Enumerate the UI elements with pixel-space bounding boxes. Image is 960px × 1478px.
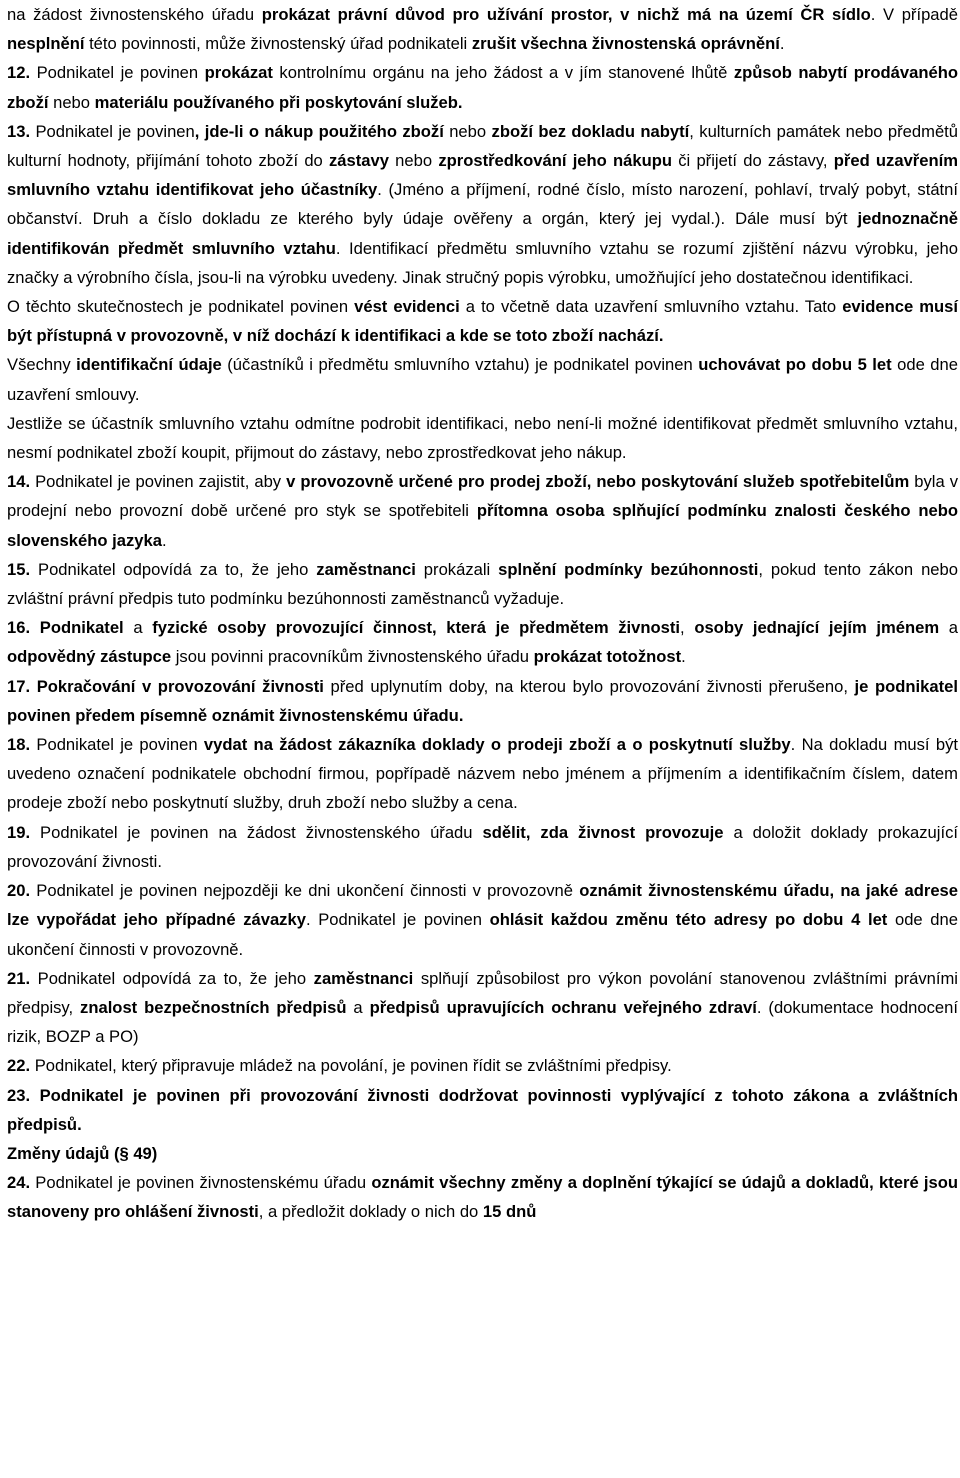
bold-text-run: 15 dnů [482,1202,537,1222]
bold-text-run: 18. [7,735,31,755]
paragraph-17 [7,672,958,730]
bold-text-run: 17. [7,676,31,696]
bold-text-run: zboží bez dokladu nabytí [491,121,690,141]
text-run: Podnikatel je povinen zajistit, aby [30,472,287,492]
text-run: Jestliže se účastník smluvního vztahu odmítne podrobit identifikaci, nebo není-li možné identifikovat předmět smluvního vztahu, nesmí podnikatel zboží koupit, přijmout do zástavy, nebo zprostředkovat jeho nákup. [7,413,958,463]
text-run: Všechny [7,355,77,375]
text-run: , [680,618,695,638]
bold-text-run: uchovávat po dobu 5 let [698,355,892,375]
bold-text-run: evidence musí být přístupná v provozovně, v níž dochází k identifikaci a kde se toto zboží nachází. [7,297,958,346]
bold-text-run: jednoznačně identifikován předmět smluvního vztahu [7,209,958,258]
bold-text-run: předpisů upravujících ochranu veřejného zdraví [369,997,757,1017]
paragraph-13 [7,117,958,292]
bold-text-run: 16. [7,618,31,638]
text-run: byla v prodejní nebo provozní době určené pro styk se spotřebiteli [7,472,958,521]
bold-text-run: 24. [7,1173,31,1193]
text-run: této povinnosti, může živnostenský úřad podnikateli [84,34,472,54]
bold-text-run: Podnikatel je povinen při provozování živnosti dodržovat povinnosti vyplývající z tohoto zákona a zvláštních předpisů. [7,1085,958,1134]
bold-text-run: prokázat právní důvod pro užívání prostor, v nichž má na území ČR sídlo [261,5,871,24]
text-run: Podnikatel, který připravuje mládež na povolání, je povinen řídit se zvláštními předpisy. [30,1056,672,1076]
text-run: Podnikatel je povinen na žádost živnostenského úřadu [30,822,483,842]
bold-text-run: 22. [7,1056,31,1076]
text-run: Podnikatel je povinen nejpozději ke dni ukončení činnosti v provozovně [30,881,580,901]
bold-text-run: nesplnění [7,34,85,54]
bold-text-run: 21. [7,968,31,988]
text-run: či přijetí do zástavy, [672,151,834,171]
bold-text-run: splnění podmínky bezúhonnosti [498,559,759,579]
bold-text-run: je podnikatel povinen předem písemně oznámit živnostenskému úřadu. [7,676,958,725]
bold-text-run: odpovědný zástupce [7,647,172,667]
text-run: Podnikatel odpovídá za to, že jeho [30,968,314,988]
paragraph-18 [7,730,958,818]
bold-text-run: 12. [7,63,31,83]
bold-text-run: 23. [7,1085,31,1105]
text-run: jsou povinni pracovníkům živnostenského úřadu [171,647,534,667]
paragraph-12 [7,58,958,116]
text-run: nebo [48,92,95,112]
text-run [30,618,40,637]
bold-text-run: Podnikatel [39,618,124,638]
bold-text-run: před uzavřením smluvního vztahu identifikovat jeho účastníky [7,151,958,200]
bold-text-run: 14. [7,472,31,492]
bold-text-run: Pokračování v provozování živnosti [36,676,324,696]
bold-text-run: zástavy [329,151,389,171]
text-run: splňují způsobilost pro výkon povolání stanovenou zvláštními právními předpisy, [7,968,958,1017]
bold-text-run: v provozovně určené pro prodej zboží, nebo poskytování služeb spotřebitelům [286,472,910,492]
bold-text-run: znalost bezpečnostních předpisů [80,997,347,1017]
text-run: O těchto skutečnostech je podnikatel povinen [7,297,355,317]
bold-text-run: 19. [7,822,31,842]
text-run: ode dne ukončení činnosti v provozovně. [7,910,958,959]
bold-text-run: zrušit všechna živnostenská oprávnění [471,34,780,54]
text-run: . [779,34,785,54]
paragraph-22 [7,1051,958,1080]
bold-text-run: prokázat totožnost [533,647,682,667]
paragraph-13-evidence [7,292,958,350]
text-run: Podnikatel je povinen živnostenskému úřadu [30,1173,372,1193]
bold-text-run: zaměstnanci [313,968,414,988]
bold-text-run: , jde-li o nákup použitého zboží [194,121,444,141]
text-run: Podnikatel je povinen [30,121,195,141]
paragraph-24 [7,1168,958,1226]
text-run [30,677,37,696]
paragraph-19 [7,818,958,876]
bold-text-run: materiálu používaného při poskytování služeb. [94,92,463,112]
bold-text-run: oznámit živnostenskému úřadu, na jaké adrese lze vypořádat jeho případné závazky [7,881,959,930]
paragraph-intro [7,0,958,58]
text-run: (účastníků i předmětu smluvního vztahu) je podnikatel povinen [221,355,699,375]
bold-text-run: přítomna osoba splňující podmínku znalosti českého nebo slovenského jazyka [7,501,958,550]
bold-text-run: sdělit, zda živnost provozuje [482,822,724,842]
paragraph-16 [7,613,958,671]
text-run: . (Jméno a příjmení, rodné číslo, místo narození, pohlaví, trvalý pobyt, státní občanství. Druh a číslo dokladu ze kterého byly údaje ověřeny a orgán, který jej vydal.). Dále musí být [7,180,958,229]
bold-text-run: osoby jednající jejím jménem [694,618,940,638]
bold-text-run: fyzické osoby provozující činnost, která je předmětem živnosti [152,618,681,638]
text-run: prokázali [415,559,499,579]
bold-text-run: Změny údajů (§ 49) [7,1143,158,1163]
text-run: ode dne uzavření smlouvy. [7,355,958,404]
text-run: . [161,530,167,550]
text-run: , a předložit doklady o nich do [258,1202,483,1222]
paragraph-13-uchovavat [7,350,958,408]
bold-text-run: zaměstnanci [316,559,416,579]
bold-text-run: 13. [7,121,31,141]
bold-text-run: vydat na žádost zákazníka doklady o prodeji zboží a o poskytnutí služby [203,735,791,755]
text-run: . (dokumentace hodnocení rizik, BOZP a PO) [7,997,958,1047]
text-run: . Podnikatel je povinen [305,910,490,930]
text-run: a [346,997,370,1017]
paragraph-21 [7,964,958,1052]
text-run: Podnikatel je povinen [30,63,205,83]
text-run: před uplynutím doby, na kterou bylo provozování živnosti přerušeno, [323,676,855,696]
bold-text-run: vést evidenci [354,297,460,317]
paragraph-heading-zmeny [7,1139,958,1168]
bold-text-run: 20. [7,881,31,901]
text-run: na žádost živnostenského úřadu [7,5,262,24]
paragraph-20 [7,876,958,964]
text-run: nebo [388,151,439,171]
document-page [7,0,958,1227]
paragraph-13-odmitne [7,409,958,467]
bold-text-run: oznámit všechny změny a doplnění týkající se údajů a dokladů, které jsou stanoveny pro ohlášení živnosti [7,1173,958,1222]
text-run: a [123,618,153,638]
bold-text-run: ohlásit každou změnu této adresy po dobu 4 let [489,910,888,930]
paragraph-23 [7,1081,958,1139]
text-run: nebo [443,121,492,141]
text-run: a to včetně data uzavření smluvního vztahu. Tato [459,297,843,317]
bold-text-run: zprostředkování jeho nákupu [438,151,673,171]
text-run: Podnikatel odpovídá za to, že jeho [30,559,317,579]
text-run: . [681,647,686,667]
text-run: , kulturních památek nebo předmětů kulturní hodnoty, přijímání tohoto zboží do [7,121,959,171]
text-run [30,1086,40,1105]
bold-text-run: identifikační údaje [76,355,222,375]
text-run: . Identifikací předmětu smluvního vztahu se rozumí zjištění názvu výrobku, jeho značky a výrobního čísla, jsou-li na výrobku uvedeny. Jinak stručný popis výrobku, umožňující jeho dostatečnou identifikaci. [7,238,958,287]
text-run: a [939,618,959,638]
text-run: kontrolnímu orgánu na jeho žádost a v jím stanovené lhůtě [272,63,734,83]
text-run: . Na dokladu musí být uvedeno označení podnikatele obchodní firmou, popřípadě názvem nebo jménem a příjmením a identifikačním číslem, datem prodeje zboží nebo poskytnutí služby, druh zboží nebo služby a cena. [7,735,958,813]
text-run: . V případě [870,5,958,24]
paragraph-15 [7,555,958,613]
paragraph-14 [7,467,958,555]
bold-text-run: způsob nabytí prodávaného zboží [7,63,958,112]
text-run: , pokud tento zákon nebo zvláštní právní předpis tuto podmínku bezúhonnosti zaměstnanců vyžaduje. [7,559,958,609]
text-run: a doložit doklady prokazující provozování živnosti. [7,822,958,871]
text-run: Podnikatel je povinen [30,735,204,755]
bold-text-run: 15. [7,559,31,579]
bold-text-run: prokázat [204,63,273,83]
